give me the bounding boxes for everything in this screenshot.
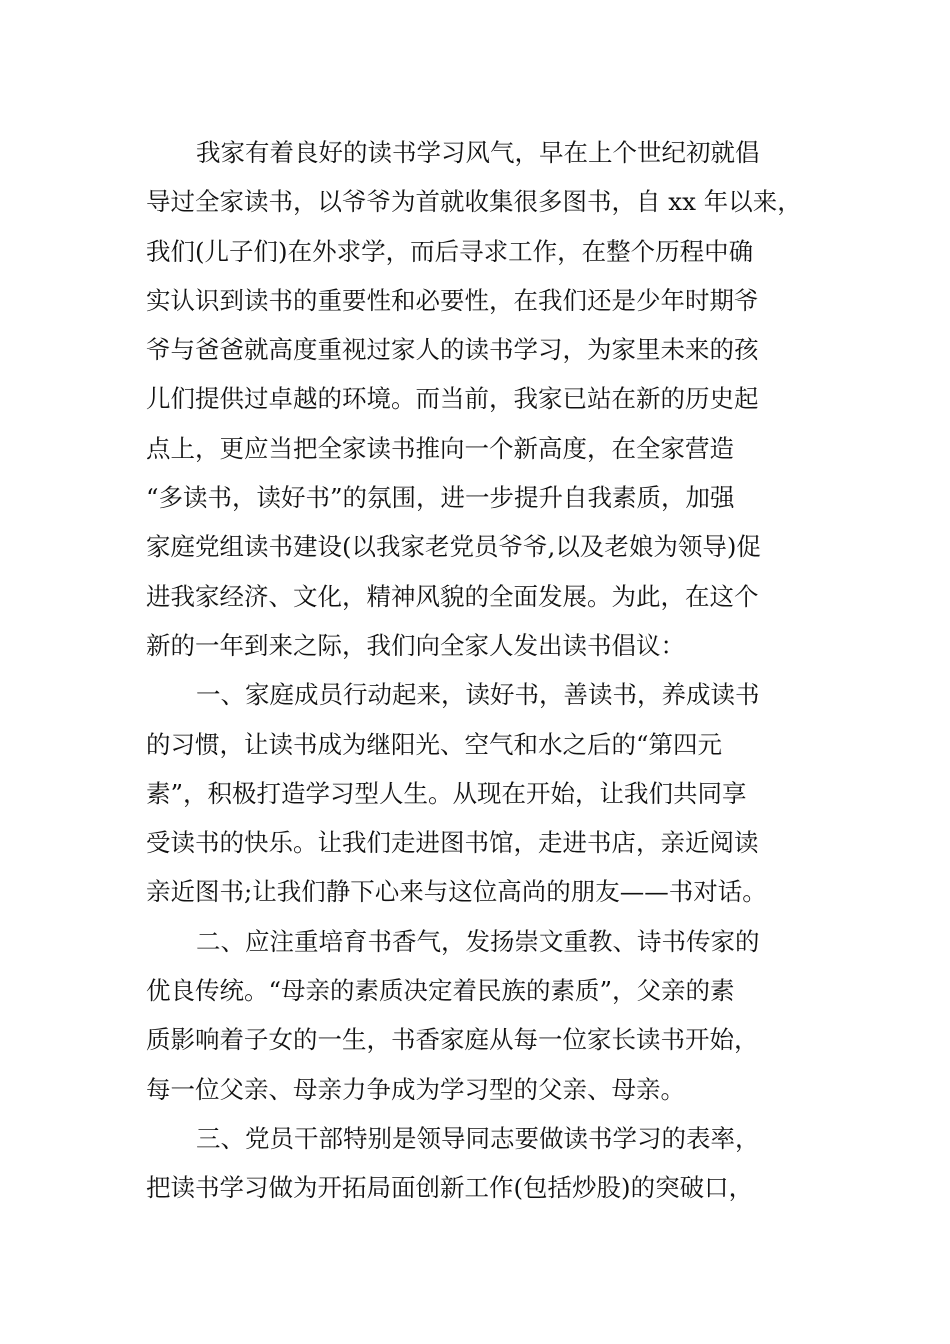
paragraph-line: 导过全家读书，以爷爷为首就收集很多图书，自 xx 年以来， (146, 187, 802, 217)
paragraph-line: 亲近图书;让我们静下心来与这位高尚的朋友——书对话。 (146, 877, 767, 907)
paragraph-line: 受读书的快乐。让我们走进图书馆，走进书店，亲近阅读 (146, 828, 759, 858)
paragraph-line: 质影响着子女的一生，书香家庭从每一位家长读书开始， (146, 1025, 759, 1055)
paragraph-line: 实认识到读书的重要性和必要性，在我们还是少年时期爷 (146, 285, 759, 315)
paragraph-line: 点上，更应当把全家读书推向一个新高度，在全家营造 (146, 433, 734, 463)
paragraph-line: 新的一年到来之际，我们向全家人发出读书倡议： (146, 630, 685, 660)
paragraph-line: “多读书，读好书”的氛围，进一步提升自我素质，加强 (146, 483, 735, 513)
document-body (146, 128, 810, 1213)
paragraph-line: 我家有着良好的读书学习风气，早在上个世纪初就倡 (196, 138, 760, 167)
paragraph-line: 把读书学习做为开拓局面创新工作(包括炒股)的突破口， (146, 1173, 754, 1203)
paragraph-line: 素”，积极打造学习型人生。从现在开始，让我们共同享 (146, 778, 747, 808)
paragraph-line: 爷与爸爸就高度重视过家人的读书学习，为家里未来的孩 (146, 335, 759, 365)
paragraph-line: 每一位父亲、母亲力争成为学习型的父亲、母亲。 (146, 1074, 685, 1104)
paragraph-line: 三、党员干部特别是领导同志要做读书学习的表率， (196, 1123, 760, 1153)
paragraph-line: 家庭党组读书建设(以我家老党员爷爷,以及老娘为领导)促 (146, 532, 761, 562)
paragraph-line: 优良传统。“母亲的素质决定着民族的素质”，父亲的素 (146, 976, 735, 1006)
paragraph-line: 儿们提供过卓越的环境。而当前，我家已站在新的历史起 (146, 384, 759, 414)
paragraph-line: 一、家庭成员行动起来，读好书，善读书，养成读书 (196, 680, 760, 710)
paragraph-line: 进我家经济、文化，精神风貌的全面发展。为此，在这个 (146, 581, 759, 611)
paragraph-line: 的习惯，让读书成为继阳光、空气和水之后的“第四元 (146, 729, 723, 759)
paragraph-line: 二、应注重培育书香气，发扬崇文重教、诗书传家的 (196, 926, 760, 956)
paragraph-line: 我们(儿子们)在外求学，而后寻求工作，在整个历程中确 (146, 236, 754, 266)
